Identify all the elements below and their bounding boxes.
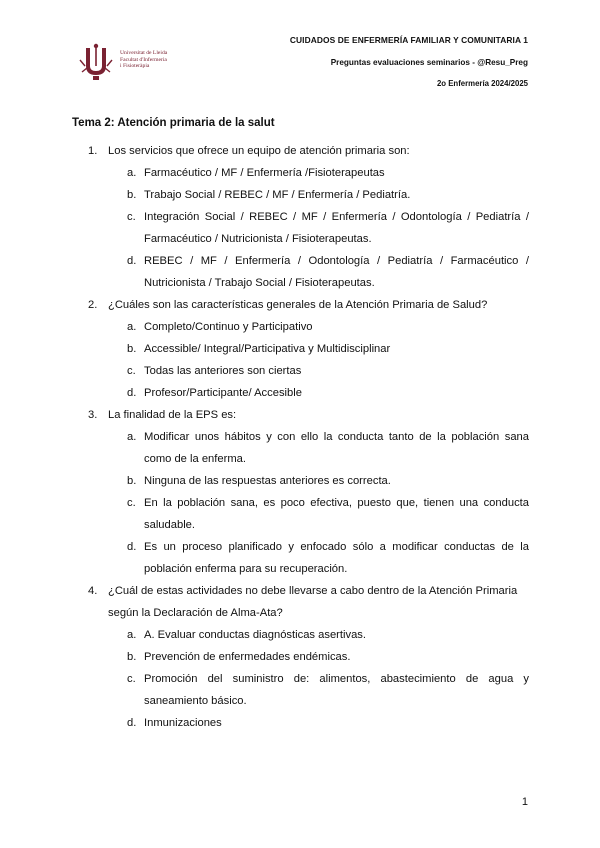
course-title: CUIDADOS DE ENFERMERÍA FAMILIAR Y COMUNITARIA 1 (289, 35, 528, 45)
option (72, 250, 529, 294)
question-1 (72, 140, 529, 294)
question-prompt: ¿Cuál de estas actividades no debe llevarse a cabo dentro de la Atención Primaria según la Declaración de Alma-Ata? (108, 585, 518, 619)
option-text: Inmunizaciones (144, 717, 222, 729)
option (72, 646, 529, 668)
option-letter: c. (127, 211, 136, 223)
logo-line-2: Facultat d'Infermeria (120, 56, 167, 63)
university-name (120, 50, 167, 70)
document-body (72, 117, 529, 734)
option-letter: b. (127, 651, 137, 663)
question-number: 2. (88, 299, 98, 311)
option-letter: c. (127, 497, 136, 509)
header-year: 2o Enfermería 2024/2025 (436, 79, 528, 88)
option-text: Modificar unos hábitos y con ello la conducta tanto de la población sana como de la enferma. (144, 431, 529, 465)
option-text: Trabajo Social / REBEC / MF / Enfermería / Pediatría. (144, 189, 411, 201)
option-letter: b. (127, 343, 137, 355)
option (72, 316, 529, 338)
question-3 (72, 404, 529, 580)
option (72, 338, 529, 360)
option-letter: d. (127, 255, 137, 267)
option (72, 426, 529, 470)
option (72, 492, 529, 536)
question-text (72, 580, 529, 624)
question-number: 1. (88, 145, 98, 157)
option-letter: a. (127, 167, 137, 179)
option (72, 360, 529, 382)
option-text: Prevención de enfermedades endémicas. (144, 651, 351, 663)
option-text: Integración Social / REBEC / MF / Enfermería / Odontología / Pediatría / Farmacéutico / Nutricionista / Fisioterapeutas. (144, 211, 529, 245)
page-header (290, 35, 528, 88)
option (72, 536, 529, 580)
option-text: Promoción del suministro de: alimentos, abastecimiento de agua y saneamiento básico. (144, 673, 529, 707)
option-letter: b. (127, 189, 137, 201)
option (72, 624, 529, 646)
option-text: Todas las anteriores son ciertas (144, 365, 302, 377)
logo-line-3: i Fisioteràpia (120, 63, 150, 70)
option (72, 668, 529, 712)
question-text (72, 140, 529, 162)
header-subtitle: Preguntas evaluaciones seminarios - @Resu_Preg (330, 58, 528, 67)
logo-line-1: Universitat de Lleida (120, 50, 168, 56)
option-text: Ninguna de las respuestas anteriores es correcta. (144, 475, 391, 487)
option-letter: a. (127, 431, 137, 443)
question-4 (72, 580, 529, 734)
option-text: A. Evaluar conductas diagnósticas asertivas. (144, 629, 367, 641)
option-text: Completo/Continuo y Participativo (144, 321, 313, 333)
option-letter: d. (127, 541, 137, 553)
option-letter: c. (127, 673, 136, 685)
question-2 (72, 294, 529, 404)
option-letter: a. (127, 629, 137, 641)
question-text (72, 404, 529, 426)
question-text (72, 294, 529, 316)
university-logo (76, 42, 186, 82)
page-number: 1 (521, 796, 528, 808)
option-text: En la población sana, es poco efectiva, puesto que, tienen una conducta saludable. (144, 497, 529, 531)
option-text: Es un proceso planificado y enfocado sólo a modificar conductas de la población enferma para su recuperación. (144, 541, 529, 575)
option-letter: d. (127, 387, 137, 399)
option-letter: c. (127, 365, 136, 377)
option (72, 470, 529, 492)
option (72, 712, 529, 734)
topic-heading: Tema 2: Atención primaria de la salut (72, 117, 275, 129)
option-text: Profesor/Participante/ Accesible (144, 387, 302, 399)
question-number: 3. (88, 409, 98, 421)
option-letter: b. (127, 475, 137, 487)
question-number: 4. (88, 585, 98, 597)
option (72, 162, 529, 184)
option-letter: a. (127, 321, 137, 333)
option-letter: d. (127, 717, 137, 729)
question-prompt: ¿Cuáles son las características generales de la Atención Primaria de Salud? (108, 299, 488, 311)
option-text: REBEC / MF / Enfermería / Odontología / Pediatría / Farmacéutico / Nutricionista / Trabajo Social / Fisioterapeutas. (144, 255, 529, 289)
question-prompt: Los servicios que ofrece un equipo de atención primaria son: (108, 145, 410, 157)
university-crest-icon (76, 42, 118, 82)
option-text: Accessible/ Integral/Participativa y Multidisciplinar (144, 343, 391, 355)
option (72, 382, 529, 404)
option (72, 206, 529, 250)
option (72, 184, 529, 206)
question-prompt: La finalidad de la EPS es: (108, 409, 237, 421)
option-text: Farmacéutico / MF / Enfermería /Fisioterapeutas (144, 167, 385, 179)
